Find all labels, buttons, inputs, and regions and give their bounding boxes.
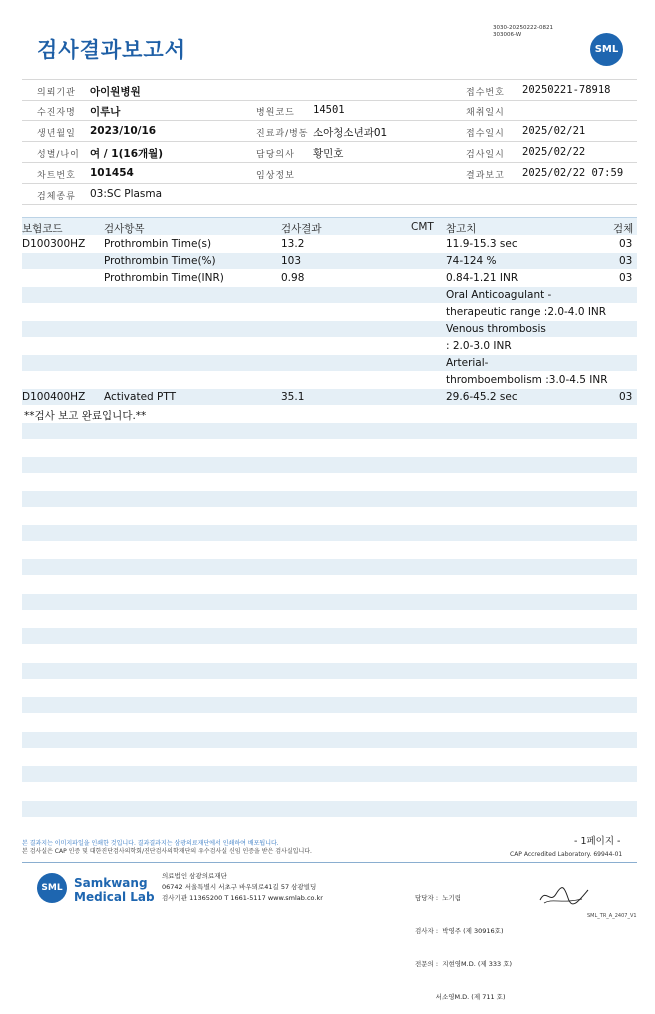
table-stripe [22, 423, 637, 439]
table-cell-result: 35.1 [281, 391, 305, 403]
table-cell-reference: 11.9-15.3 sec [446, 238, 518, 250]
footer-note [22, 840, 312, 856]
header-cmt: CMT [411, 221, 434, 233]
receipt-no-value: 20250221-78918 [522, 84, 611, 96]
table-cell-reference: Venous thrombosis [446, 323, 546, 335]
hospital-code-label: 병원코드 [256, 108, 295, 118]
header-code: 보험코드 [22, 223, 63, 235]
table-stripe [22, 801, 637, 817]
specimen-label: 검체종류 [37, 192, 76, 202]
table-stripe [22, 732, 637, 748]
sex-age-label: 성별/나이 [37, 150, 80, 160]
table-stripe [22, 628, 637, 644]
patient-label: 수진자명 [37, 108, 76, 118]
table-stripe [22, 491, 637, 507]
table-stripe [22, 457, 637, 473]
table-cell-reference: thromboembolism :3.0-4.5 INR [446, 374, 608, 386]
page-number: - 1페이지 - [574, 836, 621, 847]
hospital-code-value: 14501 [313, 104, 345, 116]
company-name-line1: Samkwang [74, 876, 148, 890]
sml-logo-icon: SML [590, 33, 623, 66]
document-number-line1: 3030-20250222-0821 [493, 25, 553, 31]
table-cell-specimen: 03 [619, 272, 633, 284]
table-stripe [22, 594, 637, 610]
table-cell-result: 103 [281, 255, 302, 267]
completion-note: **검사 보고 완료입니다.** [24, 410, 147, 422]
staff-list [415, 871, 512, 1014]
address-line2: 06742 서울특별시 서초구 바우뫼로41길 57 삼광빌딩 [162, 883, 317, 891]
document-number-line2: 303006-W [493, 32, 522, 38]
table-cell-code: D100300HZ [22, 238, 86, 250]
document-number [493, 25, 553, 39]
received-value: 2025/02/21 [522, 125, 586, 137]
cap-accreditation: CAP Accredited Laboratory. 69944-01 [510, 851, 623, 858]
dob-value: 2023/10/16 [90, 125, 157, 137]
table-cell-reference: 0.84-1.21 INR [446, 272, 519, 284]
tested-value: 2025/02/22 [522, 146, 586, 158]
patient-value: 이루나 [90, 106, 121, 118]
institution-label: 의뢰기관 [37, 88, 76, 98]
table-stripe [22, 697, 637, 713]
table-cell-specimen: 03 [619, 391, 633, 403]
info-row-sex-age [22, 142, 637, 163]
collected-label: 채취일시 [466, 108, 505, 118]
header-specimen: 검체 [613, 223, 634, 235]
info-row-institution [22, 79, 637, 101]
table-stripe [22, 663, 637, 679]
company-address [162, 871, 323, 904]
staff-line2: 검사자 : 박영주 (제 30916호) [415, 927, 504, 935]
header-item: 검사항목 [104, 223, 145, 235]
address-line1: 의료법인 삼광의료재단 [162, 872, 227, 880]
table-cell-reference: Arterial- [446, 357, 489, 369]
footer-note-line1: 본 결과지는 이미지파일을 인쇄한 것입니다. 결과결과지는 삼광의료재단에서 인쇄하여 배포됩니다. [22, 840, 279, 847]
results-table-header [22, 217, 637, 235]
header-reference: 참고치 [446, 223, 477, 235]
table-cell-item: Prothrombin Time(INR) [104, 272, 224, 284]
reported-value: 2025/02/22 07:59 [522, 167, 624, 179]
table-stripe [22, 525, 637, 541]
specimen-value: 03:SC Plasma [90, 188, 163, 200]
institution-value: 아이원병원 [90, 86, 141, 98]
form-code: SML_TR_A_2407_V1 [587, 913, 637, 919]
header-result: 검사결과 [281, 223, 322, 235]
dept-label: 진료과/병동 [256, 129, 309, 139]
sex-age-value: 여 / 1(16개월) [90, 148, 164, 160]
info-row-chart-no [22, 163, 637, 184]
info-row-dob [22, 121, 637, 142]
doctor-value: 황민호 [313, 148, 344, 160]
dept-value: 소아청소년과01 [313, 127, 388, 139]
table-cell-result: 13.2 [281, 238, 305, 250]
company-name-line2: Medical Lab [74, 890, 155, 904]
table-cell-reference: therapeutic range :2.0-4.0 INR [446, 306, 607, 318]
doctor-label: 담당의사 [256, 150, 295, 160]
footer-divider [22, 862, 637, 863]
table-stripe [22, 559, 637, 575]
reported-label: 결과보고 [466, 171, 505, 181]
table-cell-code: D100400HZ [22, 391, 86, 403]
chart-no-value: 101454 [90, 167, 134, 179]
report-title: 검사결과보고서 [37, 38, 187, 62]
table-cell-specimen: 03 [619, 255, 633, 267]
table-cell-item: Prothrombin Time(%) [104, 255, 216, 267]
received-label: 접수일시 [466, 129, 505, 139]
staff-line3: 전문의 : 지현영M.D. (제 333 호) [415, 960, 513, 968]
staff-line4: 서소영M.D. (제 711 호) [415, 993, 506, 1001]
company-logo-icon: SML [37, 873, 67, 903]
tested-label: 검사일시 [466, 150, 505, 160]
footer-note-line2: 본 검사실은 CAP 인증 및 대한진단검사의학회/진단검사의학재단의 우수검사실 신임 인증을 받은 검사실입니다. [22, 848, 312, 855]
table-cell-specimen: 03 [619, 238, 633, 250]
signature-icon [538, 884, 590, 906]
table-cell-reference: 74-124 % [446, 255, 497, 267]
dob-label: 생년월일 [37, 129, 76, 139]
info-row-specimen [22, 184, 637, 205]
receipt-no-label: 접수번호 [466, 88, 505, 98]
table-cell-reference: Oral Anticoagulant - [446, 289, 552, 301]
table-cell-item: Activated PTT [104, 391, 177, 403]
table-cell-item: Prothrombin Time(s) [104, 238, 212, 250]
table-cell-reference: 29.6-45.2 sec [446, 391, 518, 403]
company-name [74, 876, 155, 904]
info-row-patient [22, 100, 637, 121]
table-cell-reference: : 2.0-3.0 INR [446, 340, 512, 352]
table-stripe [22, 355, 637, 371]
staff-line1: 담당자 : 노기림 [415, 894, 462, 902]
clinical-label: 임상정보 [256, 171, 295, 181]
address-line3: 검사기관 11365200 T 1661-5117 www.smlab.co.kr [162, 894, 323, 902]
table-cell-result: 0.98 [281, 272, 305, 284]
table-stripe [22, 766, 637, 782]
chart-no-label: 차트번호 [37, 171, 76, 181]
